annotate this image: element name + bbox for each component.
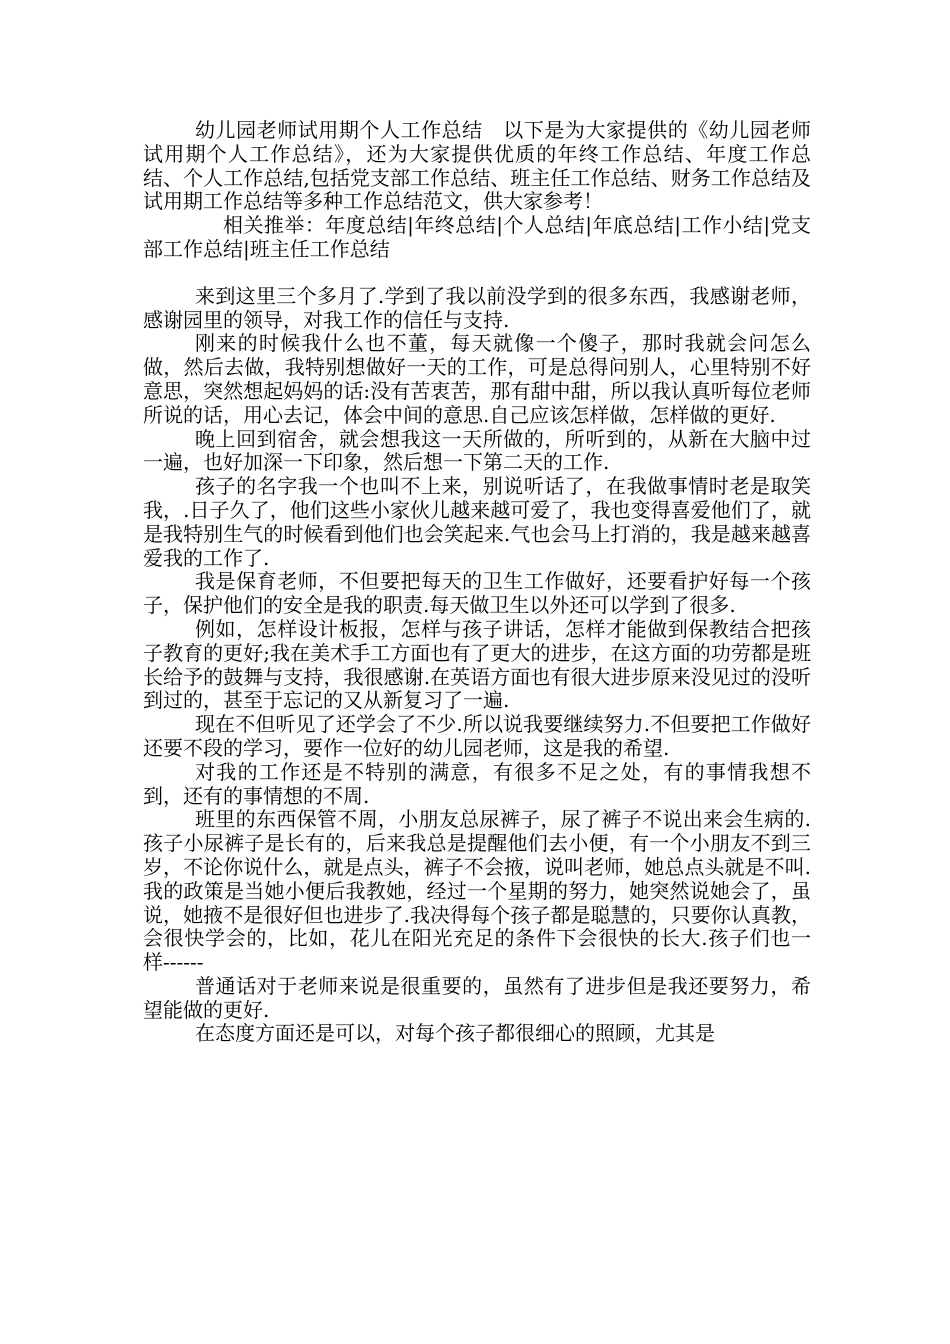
intro-paragraph: 幼儿园老师试用期个人工作总结 以下是为大家提供的《幼儿园老师试用期个人工作总结》，还为大家提供优质的年终工作总结、年度工作总结、个人工作总结,包括党支部工作总结、班主任工作总结、财务工作总结及试用期工作总结等多种工作总结范文，供大家参考！ (143, 118, 811, 214)
body-paragraph: 例如，怎样设计板报，怎样与孩子讲话，怎样才能做到保教结合把孩子教育的更好;我在美术手工方面也有了更大的进步，在这方面的功劳都是班长给予的鼓舞与支持，我很感谢.在英语方面也有很大进步原来没见过的没听到过的，甚至于忘记的又从新复习了一遍. (143, 616, 811, 713)
body-paragraph: 对我的工作还是不特别的满意，有很多不足之处，有的事情我想不到，还有的事情想的不周. (143, 759, 811, 808)
body-paragraph: 班里的东西保管不周，小朋友总尿裤子，尿了裤子不说出来会生病的.孩子小尿裤子是长有的，后来我总是提醒他们去小便，有一个小朋友不到三岁，不论你说什么，就是点头，裤子不会掖，说叫老师，她总点头就是不叫.我的政策是当她小便后我教她，经过一个星期的努力，她突然说她会了，虽说，她掖不是很好但也进步了.我决得每个孩子都是聪慧的，只要你认真教，会很快学会的，比如，花儿在阳光充足的条件下会很快的长大.孩子们也一样------ (143, 807, 811, 975)
related-recommendations: 相关推举：年度总结|年终总结|个人总结|年底总结|工作小结|党支部工作总结|班主任工作总结 (143, 213, 811, 261)
document-body (143, 119, 811, 1046)
body-paragraph: 晚上回到宿舍，就会想我这一天所做的，所听到的，从新在大脑中过一遍，也好加深一下印象，然后想一下第二天的工作. (143, 426, 811, 475)
body-paragraph: 来到这里三个多月了.学到了我以前没学到的很多东西，我感谢老师，感谢园里的领导，对我工作的信任与支持. (143, 283, 811, 332)
body-paragraph: 孩子的名字我一个也叫不上来，别说听话了，在我做事情时老是取笑我，.日子久了，他们这些小家伙儿越来越可爱了，我也变得喜爱他们了，就是我特别生气的时候看到他们也会笑起来.气也会马上打消的，我是越来越喜爱我的工作了. (143, 474, 811, 570)
body-paragraph: 在态度方面还是可以，对每个孩子都很细心的照顾，尤其是 (195, 1021, 715, 1046)
body-paragraph: 现在不但听见了还学会了不少.所以说我要继续努力.不但要把工作做好还要不段的学习，要作一位好的幼儿园老师，这是我的希望. (143, 712, 811, 760)
body-paragraph: 普通话对于老师来说是很重要的，虽然有了进步但是我还要努力，希望能做的更好. (143, 973, 811, 1022)
body-paragraph: 刚来的时候我什么也不董，每天就像一个傻子，那时我就会问怎么做，然后去做，我特别想做好一天的工作，可是总得问别人，心里特别不好意思，突然想起妈妈的话:没有苦衷苦，那有甜中甜，所以我认真听每位老师所说的话，用心去记，体会中间的意思.自己应该怎样做，怎样做的更好. (143, 331, 811, 427)
body-paragraph: 我是保育老师，不但要把每天的卫生工作做好，还要看护好每一个孩子，保护他们的安全是我的职责.每天做卫生以外还可以学到了很多. (143, 569, 811, 618)
